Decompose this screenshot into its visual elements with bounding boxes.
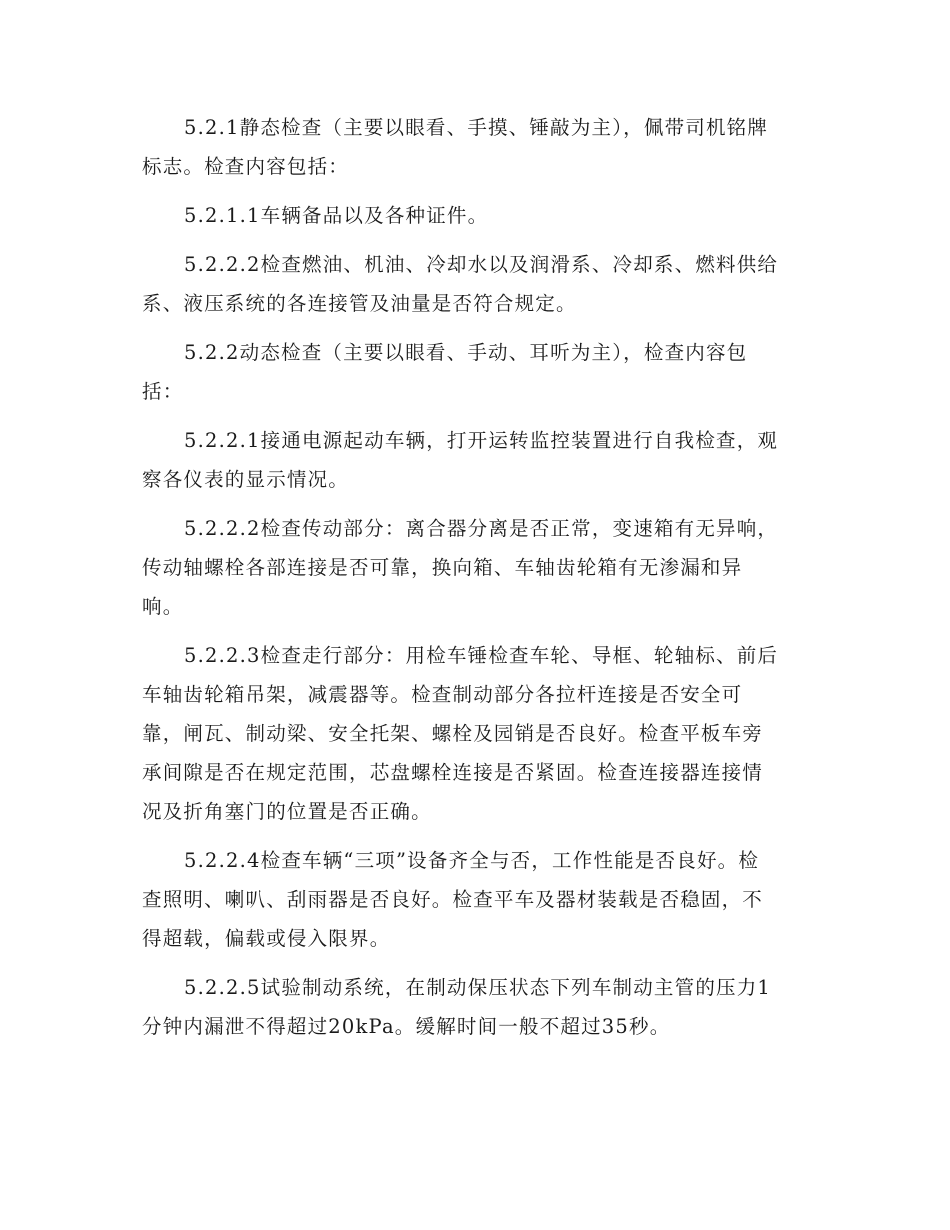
paragraph-5-2-2-4: 5.2.2.4检查车辆“三项”设备齐全与否，工作性能是否良好。检 查照明、喇叭、刮雨器是否良好。检查平车及器材装载是否稳固，不 得超载，偏载或侵入限界。 [142,849,764,950]
document-body [142,108,812,1056]
paragraph-5-2-2-3: 5.2.2.3检查走行部分：用检车锤检查车轮、导框、轮轴标、前后 车轴齿轮箱吊架，减震器等。检查制动部分各拉杆连接是否安全可 靠，闸瓦、制动梁、安全托架、螺栓及园销是否良好。检查平板车旁 承间隙是否在规定范围，芯盘螺栓连接是否紧固。检查连接器连接情 况及折角塞门的位置是否正确。 [142,644,779,823]
paragraph-5-2-2-1: 5.2.2.1接通电源起动车辆，打开运转监控装置进行自我检查，观 察各仪表的显示情况。 [142,429,779,491]
paragraph-5-2-2-2-fuel: 5.2.2.2检查燃油、机油、冷却水以及润滑系、冷却系、燃料供给 系、液压系统的各连接管及油量是否符合规定。 [142,253,779,315]
paragraph-5-2-2: 5.2.2动态检查（主要以眼看、手动、耳听为主），检查内容包 括： [142,341,748,403]
paragraph-5-2-2-2-transmission: 5.2.2.2检查传动部分：离合器分离是否正常，变速箱有无异响， 传动轴螺栓各部连接是否可靠，换向箱、车轴齿轮箱有无渗漏和异 响。 [142,517,779,618]
paragraph-5-2-2-5: 5.2.2.5试验制动系统，在制动保压状态下列车制动主管的压力1 分钟内漏泄不得超过20kPa。缓解时间一般不超过35秒。 [142,976,772,1038]
paragraph-5-2-1-1: 5.2.1.1车辆备品以及各种证件。 [184,204,489,227]
paragraph-5-2-1: 5.2.1静态检查（主要以眼看、手摸、锤敲为主），佩带司机铭牌 标志。检查内容包括： [142,116,769,178]
